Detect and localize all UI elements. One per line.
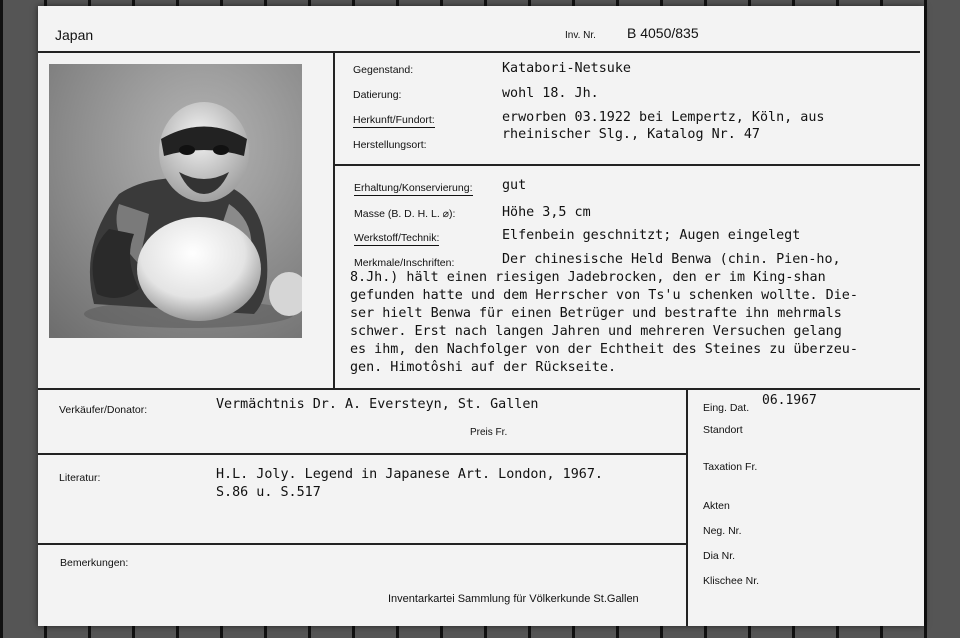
merkmale-line: schwer. Erst nach langen Jahren und mehreren Versuchen gelang bbox=[350, 324, 842, 339]
merkmale-line: gefunden hatte und dem Herrscher von Ts'u schenken wollte. Die- bbox=[350, 288, 858, 303]
herkunft-line-2: rheinischer Slg., Katalog Nr. 47 bbox=[502, 127, 760, 142]
divider bbox=[38, 51, 920, 53]
merkmale-line: es ihm, den Nachfolger von der Echtheit des Steines zu überzeu- bbox=[350, 342, 858, 357]
merkmale-line-1: Der chinesische Held Benwa (chin. Pien-ho, bbox=[502, 252, 841, 267]
herkunft-line-1: erworben 03.1922 bei Lempertz, Köln, aus bbox=[502, 110, 825, 125]
divider bbox=[38, 453, 686, 455]
footer-text: Inventarkartei Sammlung für Völkerkunde St.Gallen bbox=[388, 593, 639, 605]
masse-value: Höhe 3,5 cm bbox=[502, 205, 591, 220]
herkunft-label: Herkunft/Fundort: bbox=[353, 114, 435, 126]
gegenstand-label: Gegenstand: bbox=[353, 64, 414, 76]
merkmale-line: gen. Himotôshi auf der Rückseite. bbox=[350, 360, 617, 375]
divider bbox=[686, 388, 688, 626]
standort-label: Standort bbox=[703, 424, 743, 436]
divider bbox=[333, 164, 920, 166]
herstellungsort-label: Herstellungsort: bbox=[353, 139, 427, 151]
verkaeufer-label-text: Verkäufer/Donator: bbox=[59, 404, 148, 416]
bemerkungen-label: Bemerkungen: bbox=[60, 557, 129, 569]
erhaltung-label: Erhaltung/Konservierung: bbox=[354, 182, 473, 194]
literatur-line-1: H.L. Joly. Legend in Japanese Art. London, 1967. bbox=[216, 467, 603, 482]
verkaeufer-value: Vermächtnis Dr. A. Eversteyn, St. Gallen bbox=[216, 397, 539, 412]
neg-nr-label: Neg. Nr. bbox=[703, 525, 742, 537]
preis-label: Preis Fr. bbox=[470, 427, 508, 438]
merkmale-label: Merkmale/Inschriften: bbox=[354, 257, 455, 269]
merkmale-line: 8.Jh.) hält einen riesigen Jadebrocken, den er im King-shan bbox=[350, 270, 826, 285]
erhaltung-value: gut bbox=[502, 178, 527, 193]
inv-number: B 4050/835 bbox=[627, 25, 699, 41]
gegenstand-value: Katabori-Netsuke bbox=[502, 61, 631, 76]
divider bbox=[38, 543, 686, 545]
akten-label: Akten bbox=[703, 500, 730, 512]
werkstoff-label: Werkstoff/Technik: bbox=[354, 232, 440, 244]
netsuke-photo bbox=[49, 64, 302, 338]
merkmale-line: ser hielt Benwa für einen Betrüger und bestrafte ihn mehrmals bbox=[350, 306, 842, 321]
werkstoff-value: Elfenbein geschnitzt; Augen eingelegt bbox=[502, 228, 801, 243]
dia-nr-label: Dia Nr. bbox=[703, 550, 736, 562]
netsuke-figure bbox=[49, 64, 302, 338]
literatur-label: Literatur: bbox=[59, 472, 101, 484]
eing-dat-value: 06.1967 bbox=[762, 393, 817, 408]
verkaeufer-label bbox=[59, 404, 147, 416]
eing-dat-label: Eing. Dat. bbox=[703, 402, 750, 414]
catalog-card bbox=[38, 6, 924, 626]
divider bbox=[333, 51, 335, 389]
klischee-nr-label: Klischee Nr. bbox=[703, 575, 760, 587]
inv-label: Inv. Nr. bbox=[565, 30, 596, 41]
datierung-label: Datierung: bbox=[353, 89, 402, 101]
masse-label: Masse (B. D. H. L. ⌀): bbox=[354, 208, 456, 220]
datierung-value: wohl 18. Jh. bbox=[502, 86, 599, 101]
country-label: Japan bbox=[55, 27, 94, 43]
divider bbox=[38, 388, 920, 390]
taxation-label: Taxation Fr. bbox=[703, 461, 758, 473]
literatur-line-2: S.86 u. S.517 bbox=[216, 485, 321, 500]
